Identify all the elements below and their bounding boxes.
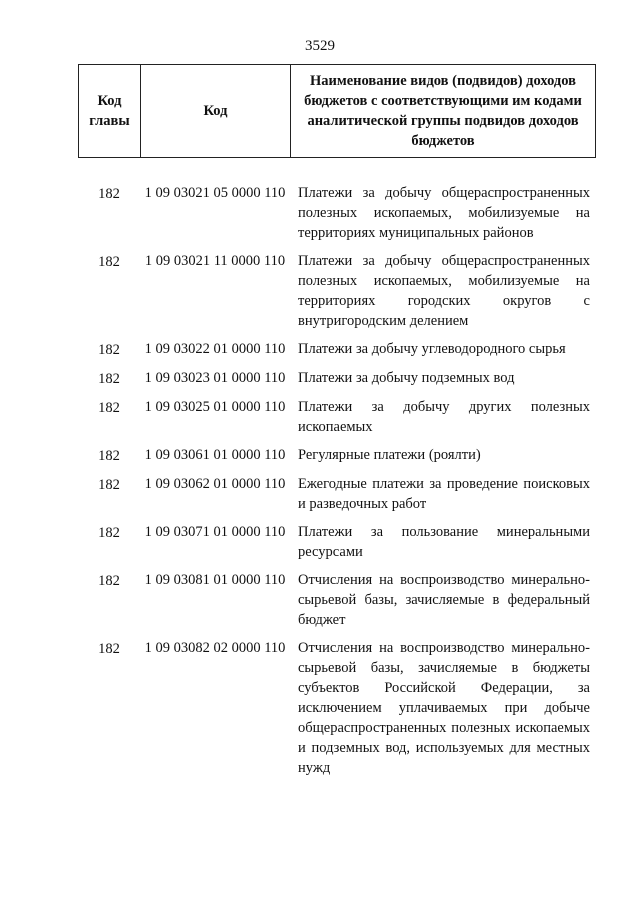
table-row xyxy=(78,522,596,562)
table-row xyxy=(78,474,596,514)
table-row xyxy=(78,251,596,331)
income-name: Регулярные платежи (роялти) xyxy=(298,447,481,463)
table-row xyxy=(78,397,596,437)
income-name: Отчисления на воспроизводство минерально-сырьевой базы, зачисляемые в бюджеты субъектов Российской Федерации, за исключением уплачиваемых при добыче общераспространенных полезных ископаемых и подземных вод, используемых для местных нужд xyxy=(298,640,590,776)
budget-code: 1 09 03081 01 0000 110 xyxy=(144,572,286,588)
header-name: Наименование видов (подвидов) доходов бюджетов с соответствующими им кодами аналитической группы подвидов доходов бюджетов xyxy=(304,73,582,149)
income-name: Платежи за добычу общераспространенных полезных ископаемых, мобилизуемые на территориях городских округов с внутригородским делением xyxy=(298,253,590,329)
income-name: Платежи за добычу подземных вод xyxy=(298,370,515,386)
table-header xyxy=(78,64,596,158)
income-name: Платежи за пользование минеральными ресурсами xyxy=(298,524,590,560)
chapter-code: 182 xyxy=(98,342,120,358)
chapter-code: 182 xyxy=(98,641,120,657)
budget-code: 1 09 03025 01 0000 110 xyxy=(144,399,286,415)
income-name: Отчисления на воспроизводство минерально-сырьевой базы, зачисляемые в федеральный бюджет xyxy=(298,572,590,628)
income-name: Платежи за добычу углеводородного сырья xyxy=(298,341,566,357)
chapter-code: 182 xyxy=(98,477,120,493)
income-name: Ежегодные платежи за проведение поисковых и разведочных работ xyxy=(298,476,590,512)
table-row xyxy=(78,638,596,778)
chapter-code: 182 xyxy=(98,573,120,589)
table-row xyxy=(78,570,596,630)
chapter-code: 182 xyxy=(98,400,120,416)
income-name: Платежи за добычу других полезных ископаемых xyxy=(298,399,590,435)
table-row xyxy=(78,445,596,466)
budget-code: 1 09 03022 01 0000 110 xyxy=(144,341,286,357)
budget-code: 1 09 03023 01 0000 110 xyxy=(144,370,286,386)
chapter-code: 182 xyxy=(98,448,120,464)
table-row xyxy=(78,183,596,243)
budget-code: 1 09 03082 02 0000 110 xyxy=(144,640,286,656)
table-row xyxy=(78,339,596,360)
budget-code: 1 09 03021 11 0000 110 xyxy=(144,253,286,269)
budget-code: 1 09 03062 01 0000 110 xyxy=(144,476,286,492)
budget-code: 1 09 03021 05 0000 110 xyxy=(144,185,286,201)
header-code: Код xyxy=(141,65,291,157)
budget-code: 1 09 03071 01 0000 110 xyxy=(144,524,286,540)
chapter-code: 182 xyxy=(98,186,120,202)
chapter-code: 182 xyxy=(98,371,120,387)
budget-code: 1 09 03061 01 0000 110 xyxy=(144,447,286,463)
page-number: 3529 xyxy=(305,38,335,54)
table-body xyxy=(78,183,596,786)
chapter-code: 182 xyxy=(98,525,120,541)
table-row xyxy=(78,368,596,389)
income-name: Платежи за добычу общераспространенных полезных ископаемых, мобилизуемые на территориях муниципальных районов xyxy=(298,185,590,241)
header-chapter-code: Код главы xyxy=(79,65,141,157)
chapter-code: 182 xyxy=(98,254,120,270)
